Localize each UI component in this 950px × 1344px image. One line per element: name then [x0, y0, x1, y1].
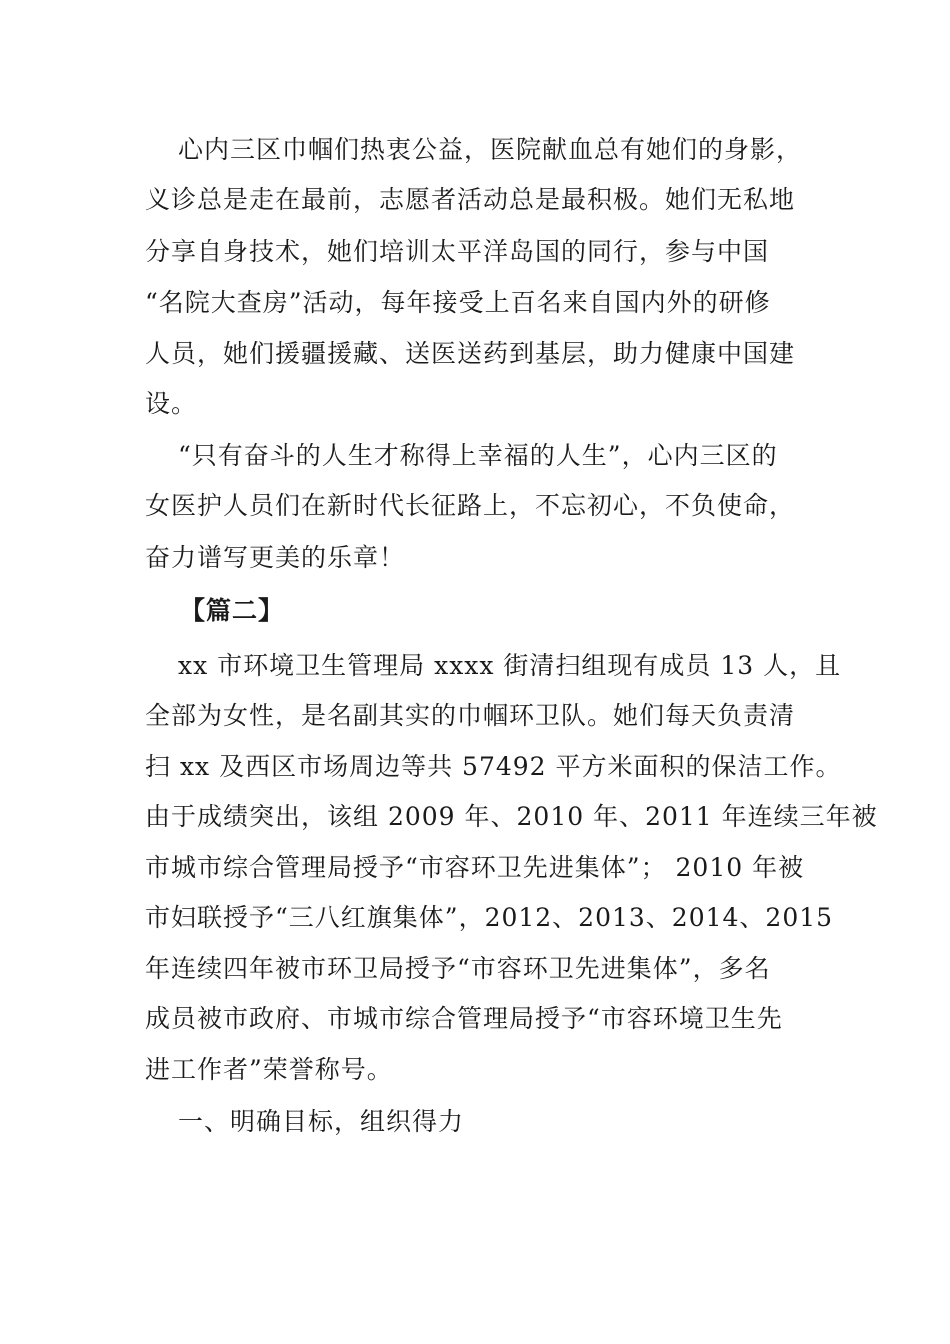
paragraph-1-line-1: 心内三区巾帼们热衷公益，医院献血总有她们的身影，: [178, 135, 803, 164]
paragraph-1-line-2: 义诊总是走在最前，志愿者活动总是最积极。她们无私地: [145, 185, 796, 214]
paragraph-3-line-1: xx 市环境卫生管理局 xxxx 街清扫组现有成员 13 人，且: [178, 651, 842, 680]
paragraph-1-line-5: 人员，她们援疆援藏、送医送药到基层，助力健康中国建: [145, 339, 796, 368]
paragraph-1-line-4: “名院大查房”活动，每年接受上百名来自国内外的研修: [145, 288, 771, 317]
paragraph-1-line-3: 分享自身技术，她们培训太平洋岛国的同行，参与中国: [145, 237, 770, 266]
paragraph-3-line-9: 进工作者”荣誉称号。: [145, 1055, 393, 1084]
paragraph-3-line-3: 扫 xx 及西区市场周边等共 57492 平方米面积的保洁工作。: [145, 752, 842, 781]
subheading: 一、明确目标，组织得力: [178, 1107, 465, 1136]
paragraph-2-line-2: 女医护人员们在新时代长征路上，不忘初心，不负使命，: [145, 491, 796, 520]
paragraph-3-line-6: 市妇联授予“三八红旗集体”，2012、2013、2014、2015: [145, 903, 834, 932]
paragraph-3-line-8: 成员被市政府、市城市综合管理局授予“市容环境卫生先: [145, 1004, 783, 1033]
paragraph-2-line-3: 奋力谱写更美的乐章！: [145, 543, 406, 572]
paragraph-2-line-1: “只有奋斗的人生才称得上幸福的人生”，心内三区的: [178, 441, 778, 470]
paragraph-3-line-2: 全部为女性，是名副其实的巾帼环卫队。她们每天负责清: [145, 701, 796, 730]
section-heading: 【篇二】: [180, 596, 285, 625]
paragraph-3-line-4: 由于成绩突出，该组 2009 年、2010 年、2011 年连续三年被: [145, 802, 878, 831]
paragraph-3-line-5: 市城市综合管理局授予“市容环卫先进集体”； 2010 年被: [145, 853, 805, 882]
paragraph-1-line-6: 设。: [145, 389, 198, 418]
paragraph-3-line-7: 年连续四年被市环卫局授予“市容环卫先进集体”，多名: [145, 954, 771, 983]
